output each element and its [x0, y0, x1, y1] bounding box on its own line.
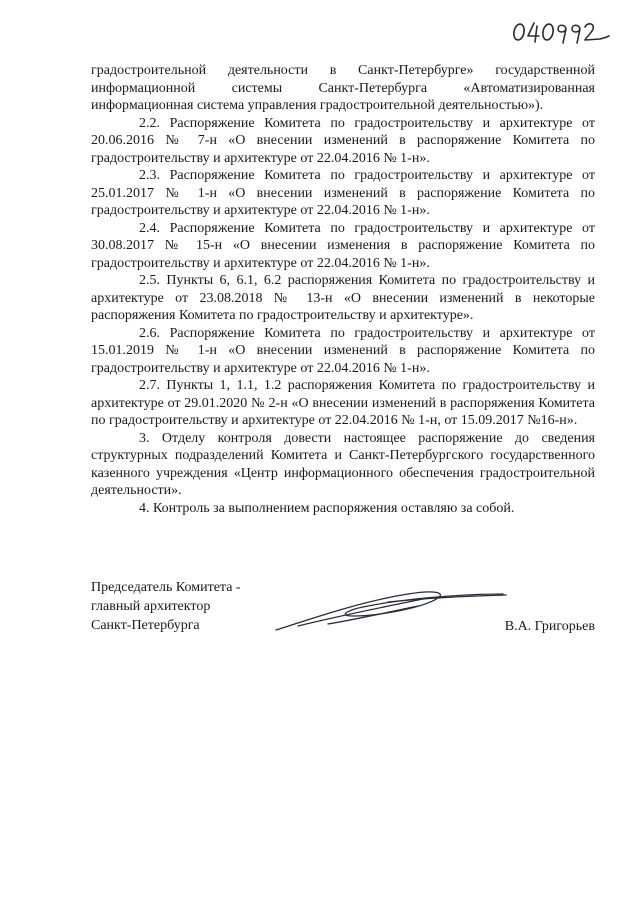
paragraph-2-2: 2.2. Распоряжение Комитета по градостроительству и архитектуре от 20.06.2016 № 7-н «О внесении изменений в распоряжение Комитета по градостроительству и архитектуре от 22.04.2016 № 1-н». [91, 115, 595, 166]
paragraph-2-3: 2.3. Распоряжение Комитета по градостроительству и архитектуре от 25.01.2017 № 1-н «О внесении изменений в распоряжение Комитета по градостроительству и архитектуре от 22.04.2016 № 1-н». [91, 168, 595, 218]
paragraph-2-5: 2.5. Пункты 6, 6.1, 6.2 распоряжения Комитета по градостроительству и архитектуре от 23.08.2018 № 13-н «О внесении изменений в некоторые распоряжения Комитета по градостроительству и архитектуре». [91, 273, 595, 323]
paragraph-3: 3. Отделу контроля довести настоящее распоряжение до сведения структурных подразделений Комитета и Санкт-Петербургского государственного казенного учреждения «Центр информационного обеспечения градостроительной деятельности». [91, 430, 595, 498]
signatory-title-line: Председатель Комитета - [91, 580, 241, 595]
paragraph-2-4: 2.4. Распоряжение Комитета по градостроительству и архитектуре от 30.08.2017 № 15-н «О внесении изменения в распоряжение Комитета по градостроительству и архитектуре от 22.04.2016 № 1-н». [91, 220, 595, 271]
handwritten-signature [268, 580, 508, 640]
handwritten-registration-number [510, 12, 610, 50]
signatory-name: В.А. Григорьев [504, 619, 595, 634]
document-body [91, 62, 595, 517]
paragraph-continuation: градостроительной деятельности в Санкт-Петербурге» государственной информационной системы Санкт-Петербурга «Автоматизированная информационная система управления градостроительной деятельностью»). [91, 63, 595, 113]
paragraph-2-7: 2.7. Пункты 1, 1.1, 1.2 распоряжения Комитета по градостроительству и архитектуре от 29.01.2020 № 2-н «О внесении изменений в распоряжения Комитета по градостроительству и архитектуре от 22.04.2016 № 1-н, от 15.09.2017 №16-н». [91, 378, 595, 428]
signatory-title-line: главный архитектор [91, 599, 211, 614]
paragraph-4: 4. Контроль за выполнением распоряжения оставляю за собой. [139, 500, 515, 516]
paragraph-2-6: 2.6. Распоряжение Комитета по градостроительству и архитектуре от 15.01.2019 № 1-н «О внесении изменений в распоряжение Комитета по градостроительству и архитектуре от 22.04.2016 № 1-н». [91, 325, 595, 376]
signatory-title-line: Санкт-Петербурга [91, 618, 200, 633]
